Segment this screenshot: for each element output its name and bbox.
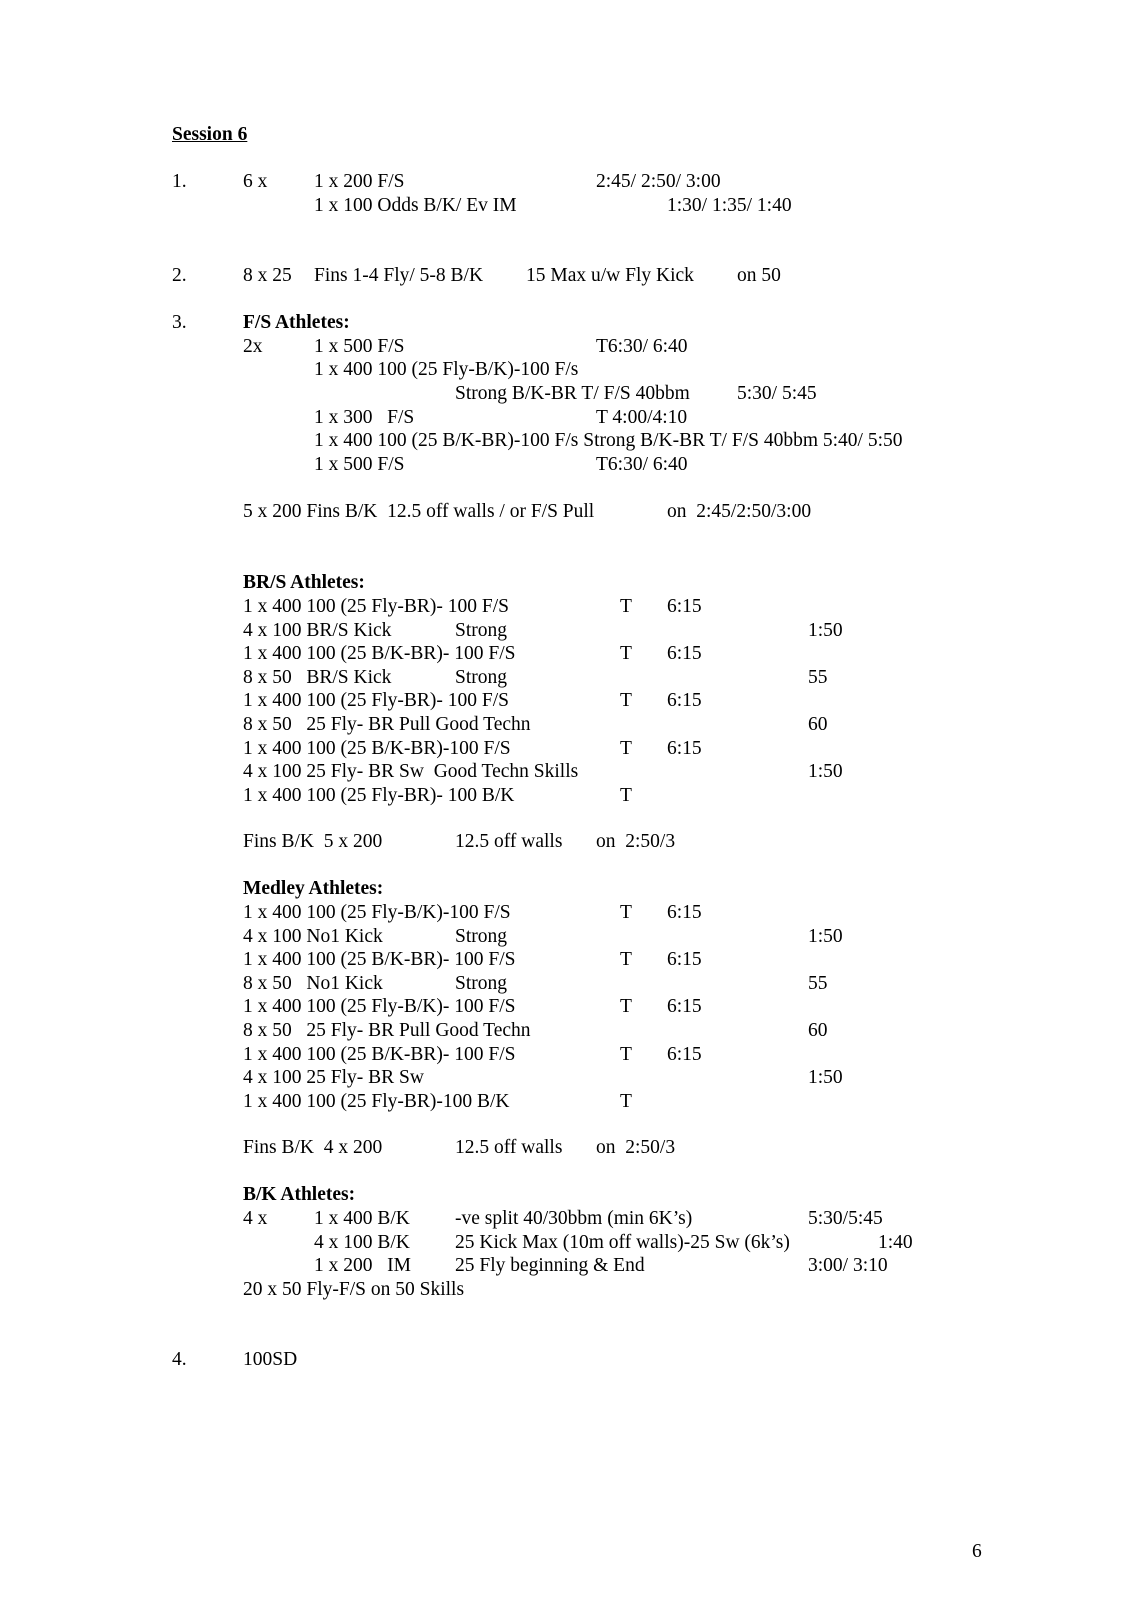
set-interval: 1:50 <box>808 619 843 641</box>
set-effort: Strong <box>455 619 508 641</box>
section-heading-bk: B/K Athletes: <box>243 1184 356 1205</box>
set-line: 8 x 50 BR/S Kick <box>243 666 392 688</box>
test-marker: T <box>620 902 632 923</box>
set-interval: 6:15 <box>667 996 702 1018</box>
set-line: 25 Kick Max (10m off walls)-25 Sw (6k’s) <box>455 1232 790 1253</box>
set-interval: 6:15 <box>667 1043 702 1065</box>
set-interval: 60 <box>808 1020 828 1041</box>
set-line: 1 x 100 Odds B/K/ Ev IM <box>314 195 517 216</box>
set-line: 1 x 400 100 (25 Fly-BR)- 100 F/S <box>243 596 509 617</box>
set-line: -ve split 40/30bbm (min 6K’s) <box>455 1208 693 1229</box>
test-marker: T <box>620 1043 632 1065</box>
set-line: 8 x 50 No1 Kick <box>243 972 383 994</box>
set-line: 8 x 25 <box>243 265 292 286</box>
set-line: 1 x 400 100 (25 B/K-BR)-100 F/s Strong B/K-BR T/ F/S 40bbm 5:40/ 5:50 <box>314 430 903 451</box>
set-interval: 3:00/ 3:10 <box>808 1255 888 1276</box>
set-line: 8 x 50 25 Fly- BR Pull Good Techn <box>243 714 531 735</box>
section-heading-fs: F/S Athletes: <box>243 312 350 333</box>
set-line: 1 x 500 F/S <box>314 454 405 475</box>
section-heading-brs: BR/S Athletes: <box>243 572 365 593</box>
set-interval: 1:50 <box>808 1067 843 1089</box>
test-marker: T <box>620 596 632 617</box>
set-line: 1 x 200 F/S <box>314 171 405 192</box>
set-interval: 6:15 <box>667 949 702 971</box>
set-line: 1 x 200 IM <box>314 1255 411 1276</box>
set-interval: on 2:45/2:50/3:00 <box>667 501 812 522</box>
set-line: 4 x 100 No1 Kick <box>243 925 383 947</box>
set-interval: 6:15 <box>667 902 702 923</box>
set-reps: 2x <box>243 336 263 357</box>
set-line: 12.5 off walls <box>455 831 563 852</box>
set-effort: Strong <box>455 972 508 994</box>
set-line: 25 Fly beginning & End <box>455 1255 645 1276</box>
set-interval: 2:45/ 2:50/ 3:00 <box>596 171 721 192</box>
section-heading-medley: Medley Athletes: <box>243 878 384 899</box>
set-interval: T6:30/ 6:40 <box>596 336 688 357</box>
set-interval: 6:15 <box>667 643 702 665</box>
set-line: 4 x 100 25 Fly- BR Sw Good Techn Skills <box>243 761 579 783</box>
set-interval: T 4:00/4:10 <box>596 407 688 428</box>
set-interval: 1:40 <box>878 1232 913 1253</box>
test-marker: T <box>620 996 632 1018</box>
set-line: 1 x 400 100 (25 B/K-BR)- 100 F/S <box>243 1043 516 1065</box>
item-number-3: 3. <box>172 312 187 333</box>
set-line: 4 x 100 BR/S Kick <box>243 619 392 641</box>
set-line: 1 x 400 100 (25 Fly-B/K)- 100 F/S <box>243 996 516 1018</box>
item-number-4: 4. <box>172 1349 187 1370</box>
set-line: 1 x 400 100 (25 Fly-BR)- 100 B/K <box>243 784 515 806</box>
set-line: 1 x 300 F/S <box>314 407 415 428</box>
set-reps: 4 x <box>243 1208 268 1229</box>
set-interval: on 50 <box>737 265 781 286</box>
set-interval: T6:30/ 6:40 <box>596 454 688 475</box>
set-line: 12.5 off walls <box>455 1137 563 1158</box>
set-line: Fins B/K 5 x 200 <box>243 831 383 852</box>
set-line: 4 x 100 B/K <box>314 1232 410 1253</box>
test-marker: T <box>620 643 632 665</box>
set-line: 1 x 400 100 (25 Fly-BR)- 100 F/S <box>243 690 509 712</box>
set-interval: 1:50 <box>808 761 843 783</box>
set-interval: 1:30/ 1:35/ 1:40 <box>667 195 792 216</box>
test-marker: T <box>620 1090 632 1112</box>
set-line: 1 x 400 100 (25 Fly-B/K)-100 F/S <box>243 902 511 923</box>
set-line: 20 x 50 Fly-F/S on 50 Skills <box>243 1279 465 1300</box>
set-line: 1 x 400 100 (25 Fly-BR)-100 B/K <box>243 1090 510 1112</box>
set-effort: Strong <box>455 666 508 688</box>
set-line: 4 x 100 25 Fly- BR Sw <box>243 1067 424 1089</box>
set-line: 5 x 200 Fins B/K 12.5 off walls / or F/S Pull <box>243 501 595 522</box>
set-line: Strong B/K-BR T/ F/S 40bbm <box>455 383 690 404</box>
set-interval: on 2:50/3 <box>596 831 676 852</box>
set-effort: Strong <box>455 925 508 947</box>
set-line: 100SD <box>243 1349 298 1370</box>
set-line: 1 x 500 F/S <box>314 336 405 357</box>
set-line: Fins 1-4 Fly/ 5-8 B/K <box>314 265 484 286</box>
page-number: 6 <box>972 1541 982 1562</box>
set-line: 1 x 400 100 (25 B/K-BR)-100 F/S <box>243 737 511 759</box>
set-line: 1 x 400 100 (25 B/K-BR)- 100 F/S <box>243 643 516 665</box>
set-interval: 1:50 <box>808 925 843 947</box>
set-interval: 6:15 <box>667 737 702 759</box>
set-line: 1 x 400 B/K <box>314 1208 410 1229</box>
set-interval: on 2:50/3 <box>596 1137 676 1158</box>
set-line: 15 Max u/w Fly Kick <box>526 265 694 286</box>
set-interval: 5:30/ 5:45 <box>737 383 817 404</box>
test-marker: T <box>620 784 632 806</box>
item-number-1: 1. <box>172 171 187 192</box>
set-interval: 5:30/5:45 <box>808 1208 883 1229</box>
test-marker: T <box>620 737 632 759</box>
set-line: 8 x 50 25 Fly- BR Pull Good Techn <box>243 1020 531 1041</box>
set-line: 1 x 400 100 (25 Fly-B/K)-100 F/s <box>314 359 579 380</box>
test-marker: T <box>620 690 632 712</box>
set-interval: 55 <box>808 666 828 688</box>
set-interval: 6:15 <box>667 596 702 617</box>
session-title: Session 6 <box>172 124 248 145</box>
set-interval: 55 <box>808 972 828 994</box>
set-line: Fins B/K 4 x 200 <box>243 1137 383 1158</box>
set-line: 1 x 400 100 (25 B/K-BR)- 100 F/S <box>243 949 516 971</box>
test-marker: T <box>620 949 632 971</box>
set-interval: 60 <box>808 714 828 735</box>
set-reps: 6 x <box>243 171 268 192</box>
set-interval: 6:15 <box>667 690 702 712</box>
item-number-2: 2. <box>172 265 187 286</box>
